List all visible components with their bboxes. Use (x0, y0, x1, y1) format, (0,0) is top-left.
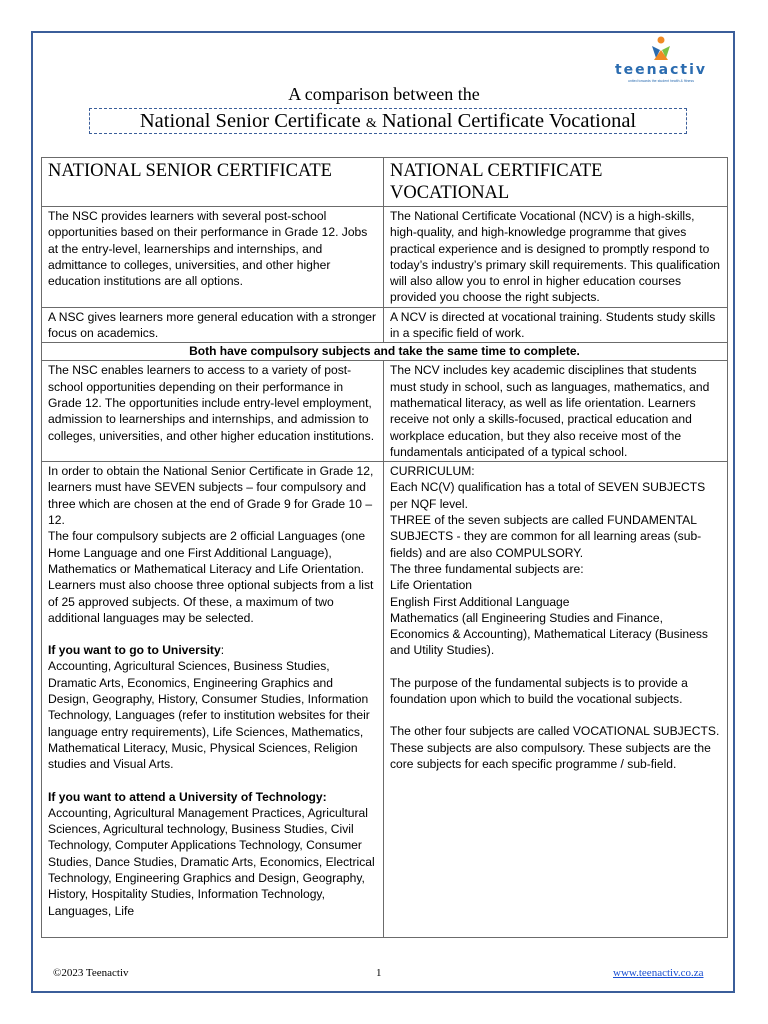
curriculum-total: Each NC(V) qualification has a total of SEVEN SUBJECTS per NQF level. (390, 480, 706, 511)
footer-page-number: 1 (376, 967, 382, 979)
curriculum-fundamental: THREE of the seven subjects are called FUNDAMENTAL SUBJECTS - they are common for all learning areas (sub-fields) and are also COMPULSORY. (390, 513, 702, 560)
ncv-cell-overview: The National Certificate Vocational (NCV) is a high-skills, high-quality, and high-knowledge programme that gives practical experience and is designed to promptly respond to today’s industry’s primary skill requirements. This qualification will also allow you to enrol in higher education courses provided you choose the right subjects. (384, 207, 728, 308)
nsc-subjects-para-1: In order to obtain the National Senior Certificate in Grade 12, learners must have SEVEN subjects – four compulsory and three which are chosen at the end of Grade 9 for Grade 10 – 12. (48, 464, 374, 528)
nsc-cell-focus: A NSC gives learners more general education with a stronger focus on academics. (42, 307, 384, 343)
title-ampersand: & (365, 116, 377, 131)
shared-statement: Both have compulsory subjects and take the same time to complete. (42, 343, 728, 361)
fundamental-subject-3: Mathematics (all Engineering Studies and Finance, Economics & Accounting), Mathematical Literacy (Business and Utility Studies). (390, 610, 708, 658)
nsc-cell-opportunities: The NSC enables learners to access to a variety of post-school opportunities depending on their performance in Grade 12. The opportunities include entry-level employment, admission to learnerships and internships, and admission to colleges, universities, and other higher education institutions. (42, 361, 384, 462)
title-nsc: National Senior Certificate (139, 110, 361, 132)
teenactiv-logo (596, 36, 726, 86)
table-row (42, 207, 728, 308)
uot-subjects: Accounting, Agricultural Management Practices, Agricultural Sciences, Agricultural technology, Business Studies, Civil Technology, Computer Applications Technology, Consumer Studies, Dance Studies, Dramatic Arts, Economics, Electrical Technology, Engineering Graphics and Design, Geography, History, Hospitality Studies, Information Technology, Languages, Life (48, 805, 375, 918)
nsc-column-heading: NATIONAL SENIOR CERTIFICATE (42, 158, 384, 207)
nsc-cell-subjects (42, 462, 384, 938)
ncv-cell-curriculum-summary: The NCV includes key academic disciplines that students must study in school, such as languages, mathematics, and mathematical literacy, as well as life orientation. Learners receive not only a skills-focused, practical education and workplace education, but they also receive most of the fundamentals anticipated of a typical school. (384, 361, 728, 462)
people-figures-icon (596, 36, 726, 64)
ncv-cell-focus: A NCV is directed at vocational training. Students study skills in a specific field of work. (384, 307, 728, 343)
uot-heading: If you want to attend a University of Technology: (48, 789, 327, 804)
table-row (42, 462, 728, 938)
university-subjects: Accounting, Agricultural Sciences, Business Studies, Dramatic Arts, Economics, Engineering Graphics and Design, Geography, History, Consumer Studies, Information Technology, Languages (refer to institution websites for their language entry requirements), Life Sciences, Mathematics, Mathematical Literacy, Music, Physical Sciences, Religion studies and Visual Arts. (48, 659, 370, 772)
page-title-line-1: A comparison between the (288, 84, 480, 104)
page-title-line-2 (89, 108, 687, 134)
footer-copyright: ©2023 Teenactiv (53, 967, 129, 979)
footer-website-link[interactable]: www.teenactiv.co.za (613, 967, 704, 979)
table-row (42, 361, 728, 462)
curriculum-label: CURRICULUM: (390, 464, 475, 479)
fundamental-purpose: The purpose of the fundamental subjects is to provide a foundation upon which to build the vocational subjects. (390, 675, 688, 707)
fundamental-subject-1: Life Orientation (390, 578, 473, 593)
table-header-row (42, 158, 728, 207)
logo-wordmark: teenactiv (614, 62, 707, 78)
ncv-cell-subjects (384, 462, 728, 938)
logo-tagline: united towards the student health & fitness (628, 79, 694, 83)
vocational-subjects: The other four subjects are called VOCATIONAL SUBJECTS. These subjects are also compulsory. These subjects are the core subjects for each specific programme / sub-field. (390, 724, 720, 771)
nsc-subjects-para-2: The four compulsory subjects are 2 official Languages (one Home Language and one First Additional Language), Mathematics or Mathematical Literacy and Life Orientation. Learners must also choose three optional subjects from a list of 25 approved subjects. Of these, a maximum of two additional languages may be selected. (48, 529, 374, 625)
university-heading: If you want to go to University: (48, 643, 225, 658)
fundamental-subject-2: English First Additional Language (390, 594, 570, 609)
nsc-cell-overview: The NSC provides learners with several post-school opportunities based on their performance in Grade 12. Jobs at the entry-level, learnerships and internships, and admittance to colleges, universities, and other higher education institutions are all options. (42, 207, 384, 308)
curriculum-list-intro: The three fundamental subjects are: (390, 561, 584, 576)
ncv-column-heading: NATIONAL CERTIFICATE VOCATIONAL (384, 158, 728, 207)
table-row (42, 307, 728, 343)
comparison-table (41, 157, 728, 938)
title-ncv: National Certificate Vocational (381, 110, 637, 132)
table-row-shared (42, 343, 728, 361)
